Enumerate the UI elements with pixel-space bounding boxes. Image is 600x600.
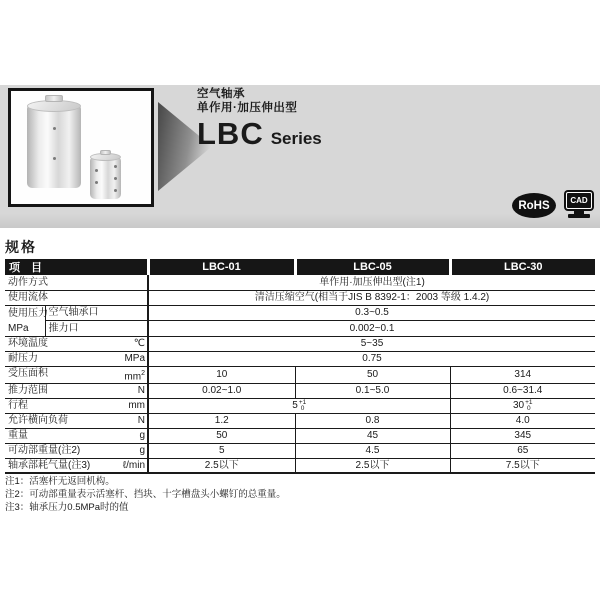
row-label: 使用流体 xyxy=(5,290,148,305)
table-row xyxy=(5,383,595,398)
unit-sup: 2 xyxy=(141,369,145,377)
col-header-lbc01: LBC-01 xyxy=(148,259,295,275)
series-name: LBC xyxy=(197,116,264,151)
port-dot xyxy=(95,169,98,172)
row-label xyxy=(5,443,148,458)
port-dot xyxy=(53,157,56,160)
stroke-tolerance xyxy=(525,400,532,412)
table-row xyxy=(5,443,595,458)
series-title xyxy=(197,116,322,152)
row-label xyxy=(5,383,148,398)
cell-lbc30: 4.0 xyxy=(450,413,595,428)
port-dot xyxy=(95,181,98,184)
row-value: 5~35 xyxy=(148,336,595,351)
cell-lbc05: 0.8 xyxy=(295,413,450,428)
footnote-1: 注1：活塞杆无返回机构。 xyxy=(5,476,115,487)
row-label xyxy=(5,458,148,473)
cell-lbc01: 0.02~1.0 xyxy=(148,383,295,398)
table-row xyxy=(5,398,595,413)
series-suffix: Series xyxy=(270,129,322,148)
unit-text: MPa xyxy=(124,353,145,364)
table-row xyxy=(5,290,595,305)
row-value: 单作用·加压伸出型(注1) xyxy=(148,275,595,290)
section-title: 规格 xyxy=(5,239,37,255)
cad-badge-icon xyxy=(564,190,594,218)
cell-lbc05: 50 xyxy=(295,366,450,383)
cell-lbc05: 45 xyxy=(295,428,450,443)
table-row xyxy=(5,305,595,321)
label-text: 允许横向负荷 xyxy=(8,415,68,427)
unit-base: mm xyxy=(124,370,142,382)
table-row xyxy=(5,413,595,428)
table-row xyxy=(5,321,595,337)
label-text: 轴承部耗气量(注3) xyxy=(8,460,91,472)
row-label xyxy=(5,305,48,336)
row-value: 0.3~0.5 xyxy=(148,305,595,321)
unit-text: mm xyxy=(128,400,145,412)
cylinder-small-knob xyxy=(100,150,111,155)
label-text: 环境温度 xyxy=(8,338,48,349)
cell-lbc30: 314 xyxy=(450,366,595,383)
unit-text: ℃ xyxy=(133,338,145,349)
rohs-badge-icon: RoHS xyxy=(512,193,556,218)
row-label xyxy=(5,336,148,351)
col-header-lbc05: LBC-05 xyxy=(295,259,450,275)
cylinder-large-knob xyxy=(45,95,63,102)
cell-lbc01: 5 xyxy=(148,443,295,458)
row-value: 清洁压缩空气(相当于JIS B 8392-1：2003 等级 1.4.2) xyxy=(148,290,595,305)
row-label xyxy=(5,351,148,366)
row-label xyxy=(5,413,148,428)
tol-sup: +1 xyxy=(298,398,307,406)
cell-lbc01: 1.2 xyxy=(148,413,295,428)
product-subtitle-2: 单作用·加压伸出型 xyxy=(197,101,298,114)
port-dot xyxy=(53,127,56,130)
row-label xyxy=(5,366,148,383)
tol-sub: 0 xyxy=(526,404,531,412)
row-value: 0.75 xyxy=(148,351,595,366)
table-row xyxy=(5,366,595,383)
unit-text: g xyxy=(139,445,145,457)
tol-sup: +1 xyxy=(525,398,533,406)
row-label: 动作方式 xyxy=(5,275,148,290)
label-text: 耐压力 xyxy=(8,353,38,364)
footnote-3: 注3：轴承压力0.5MPa时的值 xyxy=(5,502,129,513)
port-dot xyxy=(114,165,117,168)
pressure-unit: MPa xyxy=(8,322,29,334)
cell-stroke-0105 xyxy=(148,398,450,413)
footnote-2: 注2：可动部重量表示活塞杆、挡块、十字槽盘头小螺钉的总重量。 xyxy=(5,489,286,500)
stroke-base: 30 xyxy=(512,400,525,412)
col-header-lbc30: LBC-30 xyxy=(450,259,595,275)
port-dot xyxy=(114,189,117,192)
pressure-label: 使用压力 xyxy=(8,307,48,319)
cad-monitor xyxy=(564,190,594,211)
table-row xyxy=(5,458,595,473)
stroke-base: 5 xyxy=(292,400,298,412)
row-value: 0.002~0.1 xyxy=(148,321,595,337)
cell-lbc30: 7.5以下 xyxy=(450,458,595,473)
cell-lbc05: 4.5 xyxy=(295,443,450,458)
table-row xyxy=(5,275,595,290)
unit-text: N xyxy=(137,385,145,397)
unit-text: ℓ/min xyxy=(122,460,145,472)
cell-lbc01: 10 xyxy=(148,366,295,383)
col-header-item: 项 目 xyxy=(5,259,148,275)
cylinder-large-image xyxy=(27,105,81,188)
cad-monitor-base xyxy=(568,214,590,218)
product-photo xyxy=(8,88,154,207)
table-header-row xyxy=(5,259,595,275)
unit-text: N xyxy=(137,415,145,427)
label-text: 重量 xyxy=(8,430,28,442)
row-label xyxy=(5,398,148,413)
cell-lbc30: 65 xyxy=(450,443,595,458)
label-text: 受压面积 xyxy=(8,367,48,379)
header-banner xyxy=(0,85,600,228)
label-text: 可动部重量(注2) xyxy=(8,445,81,457)
product-subtitle-1: 空气轴承 xyxy=(197,88,245,100)
tol-sub: 0 xyxy=(300,404,305,412)
header-titles xyxy=(197,88,322,152)
cell-lbc30 xyxy=(450,398,595,413)
cell-lbc30: 345 xyxy=(450,428,595,443)
row-label xyxy=(5,428,148,443)
label-text: 推力范围 xyxy=(8,385,48,397)
port-dot xyxy=(114,177,117,180)
table-row xyxy=(5,351,595,366)
cell-lbc30: 0.6~31.4 xyxy=(450,383,595,398)
row-sublabel: 推力口 xyxy=(45,321,148,337)
label-text: 行程 xyxy=(8,400,28,412)
certification-badges xyxy=(512,190,594,218)
cell-lbc01: 50 xyxy=(148,428,295,443)
footnotes xyxy=(5,475,286,514)
cell-lbc05: 2.5以下 xyxy=(295,458,450,473)
spec-table xyxy=(5,259,595,474)
cell-lbc01: 2.5以下 xyxy=(148,458,295,473)
cell-lbc05: 0.1~5.0 xyxy=(295,383,450,398)
cad-label: CAD xyxy=(566,192,592,209)
table-row xyxy=(5,428,595,443)
unit-text xyxy=(124,367,145,383)
stroke-tolerance xyxy=(299,400,306,412)
unit-text: g xyxy=(139,430,145,442)
row-sublabel: 空气轴承口 xyxy=(45,305,148,321)
table-row xyxy=(5,336,595,351)
